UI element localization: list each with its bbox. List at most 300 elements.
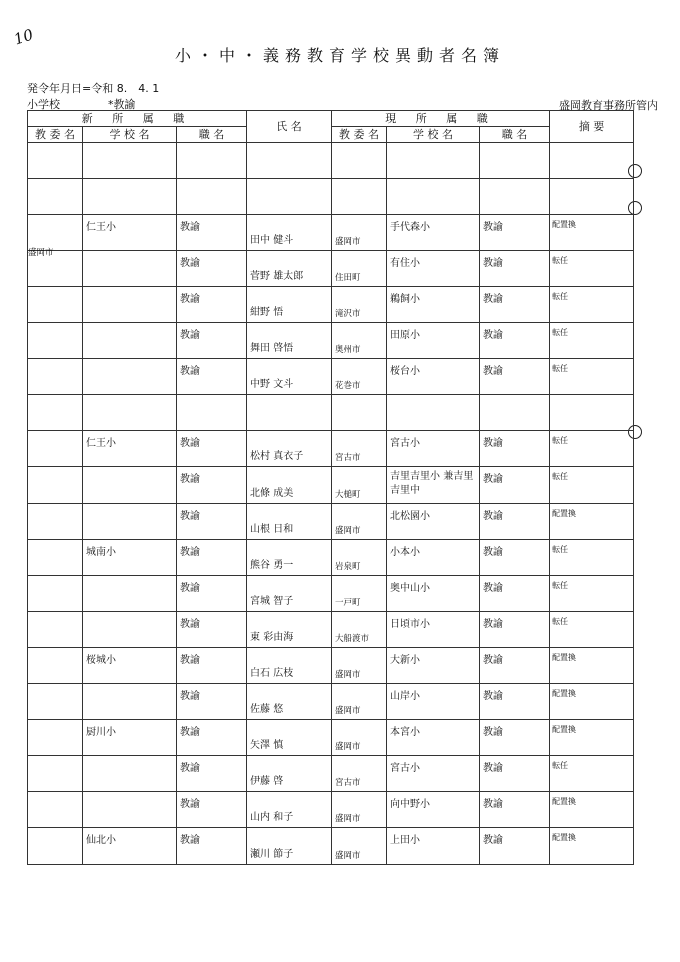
current-board-text: 盛岡市 — [335, 526, 361, 536]
new-school-cell — [83, 467, 177, 504]
name-text: 瀬川 節子 — [250, 849, 294, 860]
new-position-cell — [177, 720, 247, 756]
table-row — [28, 792, 634, 828]
name-text: 中野 文斗 — [250, 379, 294, 390]
name-text: 矢澤 慎 — [250, 740, 284, 751]
table-row — [28, 828, 634, 865]
note-cell — [550, 828, 634, 865]
current-school-text: 本宮小 — [390, 727, 421, 738]
note-cell — [550, 467, 634, 504]
new-board-cell — [28, 684, 83, 720]
new-school-cell — [83, 251, 177, 287]
new-position-text: 教諭 — [180, 763, 200, 774]
note-cell — [550, 179, 634, 215]
category: *教諭 — [108, 98, 136, 111]
name-cell — [247, 684, 332, 720]
current-school-cell — [387, 828, 480, 865]
new-school-cell — [83, 215, 177, 251]
new-position-cell — [177, 287, 247, 323]
note-cell — [550, 251, 634, 287]
table-row — [28, 540, 634, 576]
new-school-cell — [83, 395, 177, 431]
name-cell — [247, 576, 332, 612]
current-school-cell — [387, 756, 480, 792]
new-position-text: 教諭 — [180, 294, 200, 305]
name-cell — [247, 467, 332, 504]
current-position-cell — [480, 720, 550, 756]
current-board-text: 盛岡市 — [335, 706, 361, 716]
current-position-cell — [480, 792, 550, 828]
new-position-cell — [177, 792, 247, 828]
new-position-text: 教諭 — [180, 222, 200, 233]
table-row — [28, 251, 634, 287]
current-board-text: 宮古市 — [335, 453, 361, 463]
note-cell — [550, 684, 634, 720]
new-position-cell — [177, 179, 247, 215]
note-text: 転任 — [552, 292, 569, 301]
new-school-cell — [83, 287, 177, 323]
current-school-header: 学 校 名 — [387, 127, 480, 143]
current-school-text: 吉里吉里小 兼吉里吉里中 — [390, 471, 474, 496]
name-text: 松村 真衣子 — [250, 451, 304, 462]
document-title: 小・中・義務教育学校異動者名簿 — [174, 46, 505, 65]
name-cell — [247, 251, 332, 287]
current-position-header: 職 名 — [480, 127, 550, 143]
note-text: 配置換 — [552, 833, 577, 842]
current-position-text: 教諭 — [483, 727, 504, 738]
current-school-cell — [387, 792, 480, 828]
note-cell — [550, 287, 634, 323]
note-text: 転任 — [552, 472, 569, 481]
notes-header: 摘 要 — [550, 111, 634, 143]
new-school-cell — [83, 648, 177, 684]
new-position-text: 教諭 — [180, 619, 200, 630]
current-school-cell — [387, 684, 480, 720]
new-position-cell — [177, 431, 247, 467]
current-school-text: 向中野小 — [390, 799, 431, 810]
transfer-table — [27, 110, 634, 865]
new-school-cell — [83, 576, 177, 612]
new-board-cell — [28, 540, 83, 576]
note-text: 転任 — [552, 328, 569, 337]
note-text: 転任 — [552, 256, 569, 265]
note-cell — [550, 431, 634, 467]
new-school-text: 城南小 — [86, 547, 116, 558]
new-position-text: 教諭 — [180, 799, 200, 810]
current-board-cell — [332, 143, 387, 179]
current-position-text: 教諭 — [483, 655, 504, 666]
name-cell — [247, 395, 332, 431]
name-text: 菅野 雄太郎 — [250, 271, 304, 282]
name-cell — [247, 540, 332, 576]
new-position-cell — [177, 612, 247, 648]
current-position-cell — [480, 756, 550, 792]
current-board-cell — [332, 540, 387, 576]
current-position-cell — [480, 143, 550, 179]
new-position-cell — [177, 323, 247, 359]
note-text: 配置換 — [552, 797, 577, 806]
new-school-cell — [83, 323, 177, 359]
current-board-text: 盛岡市 — [335, 814, 361, 824]
new-board-cell — [28, 179, 83, 215]
current-school-text: 鵜飼小 — [390, 294, 421, 305]
page-mark: 10 — [11, 25, 36, 49]
name-text: 山内 和子 — [250, 812, 294, 823]
new-position-text: 教諭 — [180, 330, 200, 341]
current-position-cell — [480, 431, 550, 467]
current-school-cell — [387, 143, 480, 179]
name-text: 佐藤 悠 — [250, 704, 284, 715]
current-board-cell — [332, 179, 387, 215]
new-board-cell — [28, 467, 83, 504]
new-board-cell — [28, 612, 83, 648]
note-cell — [550, 395, 634, 431]
note-cell — [550, 612, 634, 648]
note-text: 転任 — [552, 364, 569, 373]
current-position-cell — [480, 648, 550, 684]
current-position-cell — [480, 576, 550, 612]
name-header: 氏 名 — [247, 111, 332, 143]
name-cell — [247, 504, 332, 540]
current-school-cell — [387, 431, 480, 467]
current-board-text: 花巻市 — [335, 381, 361, 391]
current-school-text: 小本小 — [390, 547, 421, 558]
name-text: 舞田 啓悟 — [250, 343, 294, 354]
current-school-cell — [387, 287, 480, 323]
current-school-text: 上田小 — [390, 835, 421, 846]
new-position-text: 教諭 — [180, 366, 200, 377]
name-text: 宮城 智子 — [250, 596, 294, 607]
name-cell — [247, 792, 332, 828]
current-board-cell — [332, 792, 387, 828]
current-school-text: 北松園小 — [390, 511, 431, 522]
table-row — [28, 684, 634, 720]
current-position-text: 教諭 — [483, 583, 504, 594]
new-school-cell — [83, 720, 177, 756]
new-position-text: 教諭 — [180, 583, 200, 594]
current-position-text: 教諭 — [483, 511, 504, 522]
current-board-cell — [332, 395, 387, 431]
name-cell — [247, 612, 332, 648]
current-board-text: 盛岡市 — [335, 670, 361, 680]
new-position-cell — [177, 143, 247, 179]
current-board-cell — [332, 756, 387, 792]
new-board-cell — [28, 828, 83, 865]
current-position-group-header: 現 所 属 職 — [332, 111, 550, 127]
current-position-cell — [480, 359, 550, 395]
table-row — [28, 143, 634, 179]
note-text: 転任 — [552, 436, 569, 445]
new-school-cell — [83, 540, 177, 576]
current-board-cell — [332, 323, 387, 359]
issue-date — [27, 80, 159, 96]
table-row — [28, 215, 634, 251]
table-row — [28, 648, 634, 684]
note-text: 転任 — [552, 617, 569, 626]
current-board-text: 住田町 — [335, 273, 361, 283]
new-school-text: 厨川小 — [86, 727, 116, 738]
table-row — [28, 431, 634, 467]
new-position-cell — [177, 215, 247, 251]
new-position-cell — [177, 648, 247, 684]
table-row — [28, 323, 634, 359]
current-school-cell — [387, 179, 480, 215]
position-header: 職 名 — [177, 127, 247, 143]
new-board-cell — [28, 756, 83, 792]
note-cell — [550, 648, 634, 684]
new-position-text: 教諭 — [180, 258, 200, 269]
current-position-cell — [480, 287, 550, 323]
current-board-text: 大槌町 — [335, 490, 361, 500]
note-cell — [550, 576, 634, 612]
name-text: 田中 健斗 — [250, 235, 294, 246]
current-board-text: 大船渡市 — [335, 634, 370, 644]
new-school-text: 仙北小 — [86, 835, 116, 846]
name-text: 白石 広枝 — [250, 668, 294, 679]
current-position-text: 教諭 — [483, 330, 504, 341]
current-school-text: 桜台小 — [390, 366, 421, 377]
note-text: 転任 — [552, 761, 569, 770]
current-position-text: 教諭 — [483, 294, 504, 305]
name-text: 紺野 悟 — [250, 307, 284, 318]
current-board-text: 宮古市 — [335, 778, 361, 788]
new-position-cell — [177, 576, 247, 612]
current-board-text: 岩泉町 — [335, 562, 361, 572]
name-cell — [247, 756, 332, 792]
new-school-cell — [83, 431, 177, 467]
new-position-cell — [177, 467, 247, 504]
name-text: 伊藤 啓 — [250, 776, 284, 787]
new-school-cell — [83, 143, 177, 179]
note-text: 転任 — [552, 581, 569, 590]
new-school-cell — [83, 756, 177, 792]
new-position-cell — [177, 684, 247, 720]
current-school-cell — [387, 540, 480, 576]
new-board-cell — [28, 431, 83, 467]
new-position-cell — [177, 359, 247, 395]
new-position-cell — [177, 756, 247, 792]
new-board-cell — [28, 251, 83, 287]
current-position-text: 教諭 — [483, 366, 504, 377]
name-cell — [247, 323, 332, 359]
new-position-text: 教諭 — [180, 438, 200, 449]
new-board-cell — [28, 504, 83, 540]
current-school-text: 宮古小 — [390, 438, 421, 449]
new-school-text: 仁王小 — [86, 222, 116, 233]
current-school-cell — [387, 215, 480, 251]
current-school-text: 手代森小 — [390, 222, 431, 233]
current-position-cell — [480, 540, 550, 576]
current-board-text: 盛岡市 — [335, 237, 361, 247]
new-position-text: 教諭 — [180, 655, 200, 666]
table-row — [28, 467, 634, 504]
current-board-cell — [332, 828, 387, 865]
current-board-cell — [332, 648, 387, 684]
current-school-cell — [387, 648, 480, 684]
new-board-cell — [28, 576, 83, 612]
current-position-text: 教諭 — [483, 258, 504, 269]
current-position-text: 教諭 — [483, 547, 504, 558]
name-cell — [247, 359, 332, 395]
new-board-cell — [28, 323, 83, 359]
new-position-cell — [177, 828, 247, 865]
note-cell — [550, 504, 634, 540]
name-cell — [247, 431, 332, 467]
current-board-text: 一戸町 — [335, 598, 361, 608]
current-school-cell — [387, 251, 480, 287]
current-position-cell — [480, 504, 550, 540]
new-board-cell — [28, 792, 83, 828]
current-school-text: 奥中山小 — [390, 583, 431, 594]
current-board-cell — [332, 251, 387, 287]
new-school-cell — [83, 792, 177, 828]
name-cell — [247, 828, 332, 865]
board-label: 盛岡市 — [28, 248, 54, 258]
new-position-text: 教諭 — [180, 474, 200, 485]
table-row — [28, 395, 634, 431]
current-position-cell — [480, 395, 550, 431]
new-board-cell — [28, 215, 83, 258]
current-board-cell — [332, 576, 387, 612]
current-school-text: 宮古小 — [390, 763, 421, 774]
current-board-header: 教 委 名 — [332, 127, 387, 143]
current-position-cell — [480, 215, 550, 251]
note-cell — [550, 215, 634, 251]
current-school-cell — [387, 395, 480, 431]
new-position-text: 教諭 — [180, 835, 200, 846]
table-row — [28, 576, 634, 612]
current-position-text: 教諭 — [483, 222, 504, 233]
new-school-cell — [83, 359, 177, 395]
name-cell — [247, 215, 332, 251]
name-text: 北條 成美 — [250, 488, 294, 499]
note-text: 配置換 — [552, 689, 577, 698]
note-text: 配置換 — [552, 725, 577, 734]
new-position-cell — [177, 504, 247, 540]
note-cell — [550, 792, 634, 828]
name-text: 熊谷 勇一 — [250, 560, 294, 571]
current-position-text: 教諭 — [483, 799, 504, 810]
current-school-cell — [387, 612, 480, 648]
current-board-cell — [332, 359, 387, 395]
new-position-text: 教諭 — [180, 511, 200, 522]
new-board-cell — [28, 359, 83, 395]
new-board-cell — [28, 395, 83, 431]
name-text: 山根 日和 — [250, 524, 294, 535]
current-position-cell — [480, 828, 550, 865]
current-board-cell — [332, 504, 387, 540]
current-position-cell — [480, 612, 550, 648]
current-school-text: 有住小 — [390, 258, 421, 269]
current-position-cell — [480, 467, 550, 504]
new-board-cell — [28, 287, 83, 323]
current-school-text: 山岸小 — [390, 691, 421, 702]
table-row — [28, 612, 634, 648]
new-position-cell — [177, 395, 247, 431]
current-position-text: 教諭 — [483, 835, 504, 846]
note-cell — [550, 756, 634, 792]
new-position-text: 教諭 — [180, 727, 200, 738]
current-school-cell — [387, 323, 480, 359]
current-board-cell — [332, 612, 387, 648]
new-board-cell — [28, 720, 83, 756]
current-board-cell — [332, 720, 387, 756]
table-row — [28, 359, 634, 395]
new-position-text: 教諭 — [180, 691, 200, 702]
board-header: 教 委 名 — [28, 127, 83, 143]
current-board-text: 奥州市 — [335, 345, 361, 355]
current-school-text: 田原小 — [390, 330, 421, 341]
new-position-cell — [177, 540, 247, 576]
note-cell — [550, 323, 634, 359]
table-row — [28, 287, 634, 323]
current-school-text: 大新小 — [390, 655, 421, 666]
current-board-text: 盛岡市 — [335, 851, 361, 861]
new-school-cell — [83, 179, 177, 215]
office-name: 盛岡教育事務所管内 — [559, 99, 658, 112]
current-school-cell — [387, 576, 480, 612]
school-header: 学 校 名 — [83, 127, 177, 143]
current-board-cell — [332, 467, 387, 504]
issue-date-text: 発令年月日=令和 8. 4. 1 — [27, 82, 160, 95]
table-row — [28, 720, 634, 756]
current-position-text: 教諭 — [483, 691, 504, 702]
note-cell — [550, 359, 634, 395]
new-school-text: 桜城小 — [86, 655, 116, 666]
current-board-cell — [332, 215, 387, 251]
current-position-text: 教諭 — [483, 619, 504, 630]
school-type: 小学校 — [27, 98, 60, 111]
new-school-cell — [83, 828, 177, 865]
new-position-cell — [177, 251, 247, 287]
new-board-cell — [28, 143, 83, 179]
name-cell — [247, 648, 332, 684]
current-position-text: 教諭 — [483, 763, 504, 774]
current-school-cell — [387, 720, 480, 756]
name-text: 東 彩由海 — [250, 632, 294, 643]
note-cell — [550, 143, 634, 179]
new-school-text: 仁王小 — [86, 438, 116, 449]
name-cell — [247, 143, 332, 179]
new-position-text: 教諭 — [180, 547, 200, 558]
current-position-cell — [480, 251, 550, 287]
current-board-cell — [332, 684, 387, 720]
current-school-cell — [387, 504, 480, 540]
new-school-cell — [83, 612, 177, 648]
note-cell — [550, 720, 634, 756]
current-position-text: 教諭 — [483, 438, 504, 449]
current-school-cell — [387, 359, 480, 395]
note-text: 転任 — [552, 545, 569, 554]
table-row — [28, 179, 634, 215]
new-school-cell — [83, 504, 177, 540]
current-position-cell — [480, 179, 550, 215]
table-row — [28, 756, 634, 792]
current-board-cell — [332, 287, 387, 323]
new-position-group-header: 新 所 属 職 — [28, 111, 247, 127]
current-school-text: 日頃市小 — [390, 619, 431, 630]
note-text: 配置換 — [552, 220, 577, 229]
current-position-text: 教諭 — [483, 474, 504, 485]
note-text: 配置換 — [552, 653, 577, 662]
new-school-cell — [83, 684, 177, 720]
note-text: 配置換 — [552, 509, 577, 518]
table-row — [28, 504, 634, 540]
current-board-text: 滝沢市 — [335, 309, 361, 319]
note-cell — [550, 540, 634, 576]
current-position-cell — [480, 684, 550, 720]
name-cell — [247, 287, 332, 323]
